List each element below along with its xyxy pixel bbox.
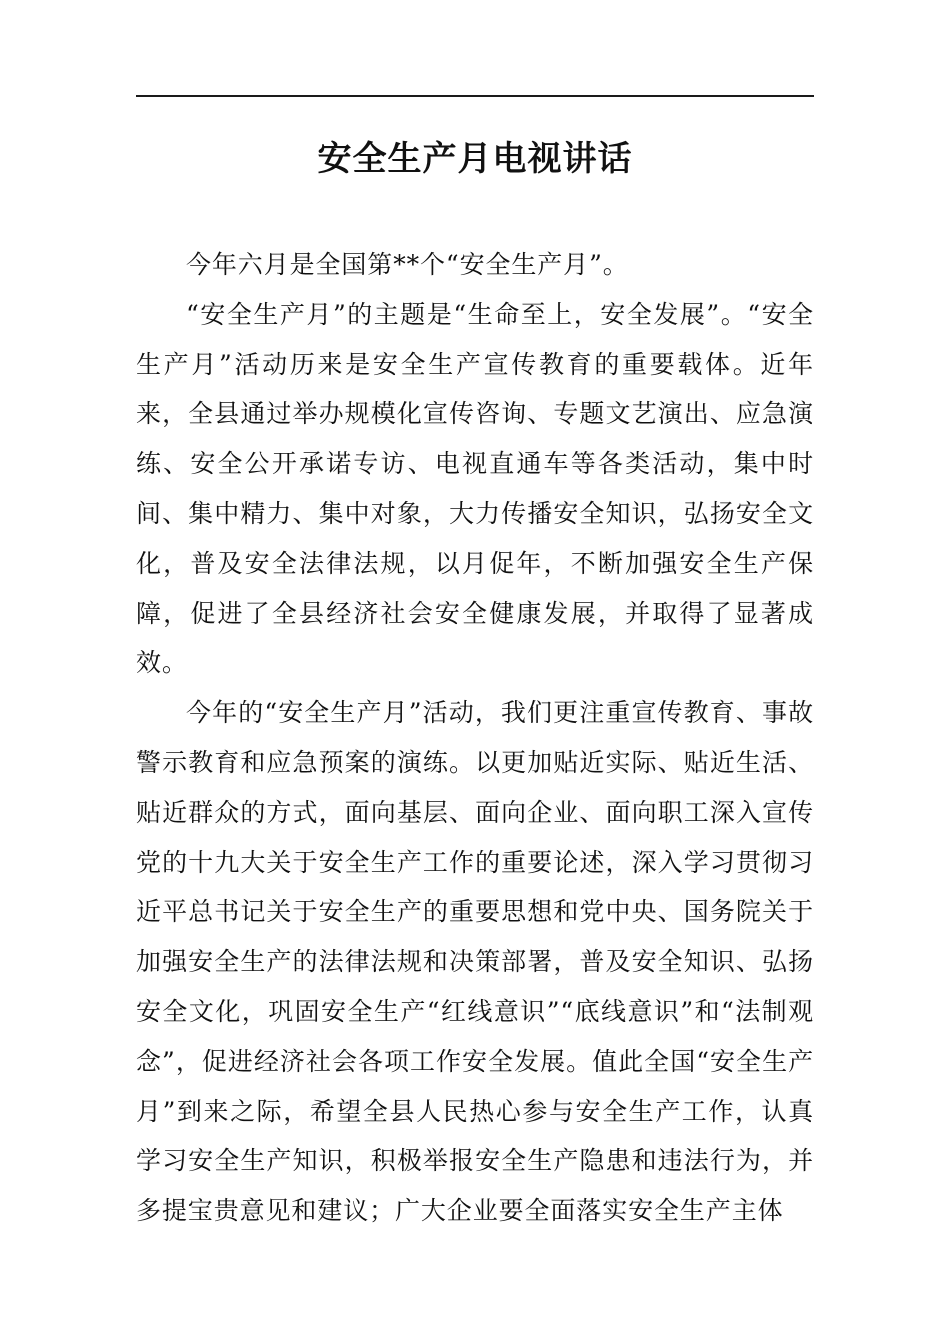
paragraph-1: 今年六月是全国第**个“安全生产月”。 <box>186 250 629 279</box>
document-body <box>136 240 814 1236</box>
document-title: 安全生产月电视讲话 <box>317 139 633 179</box>
paragraph-2: “安全生产月”的主题是“生命至上，安全发展”。“安全生产月”活动历来是安全生产宣传教育的重要载体。近年来，全县通过举办规模化宣传咨询、专题文艺演出、应急演练、安全公开承诺专访、电视直通车等各类活动，集中时间、集中精力、集中对象，大力传播安全知识，弘扬安全文化，普及安全法律法规，以月促年，不断加强安全生产保障，促进了全县经济社会安全健康发展，并取得了显著成效。 <box>136 299 814 678</box>
paragraph-3: 今年的“安全生产月”活动，我们更注重宣传教育、事故警示教育和应急预案的演练。以更加贴近实际、贴近生活、贴近群众的方式，面向基层、面向企业、面向职工深入宣传党的十九大关于安全生产工作的重要论述，深入学习贯彻习近平总书记关于安全生产的重要思想和党中央、国务院关于加强安全生产的法律法规和决策部署，普及安全知识、弘扬安全文化，巩固安全生产“红线意识”“底线意识”和“法制观念”，促进经济社会各项工作安全发展。值此全国“安全生产月”到来之际，希望全县人民热心参与安全生产工作，认真学习安全生产知识，积极举报安全生产隐患和违法行为，并多提宝贵意见和建议；广大企业要全面落实安全生产主体 <box>136 698 814 1226</box>
header-rule <box>136 95 814 97</box>
